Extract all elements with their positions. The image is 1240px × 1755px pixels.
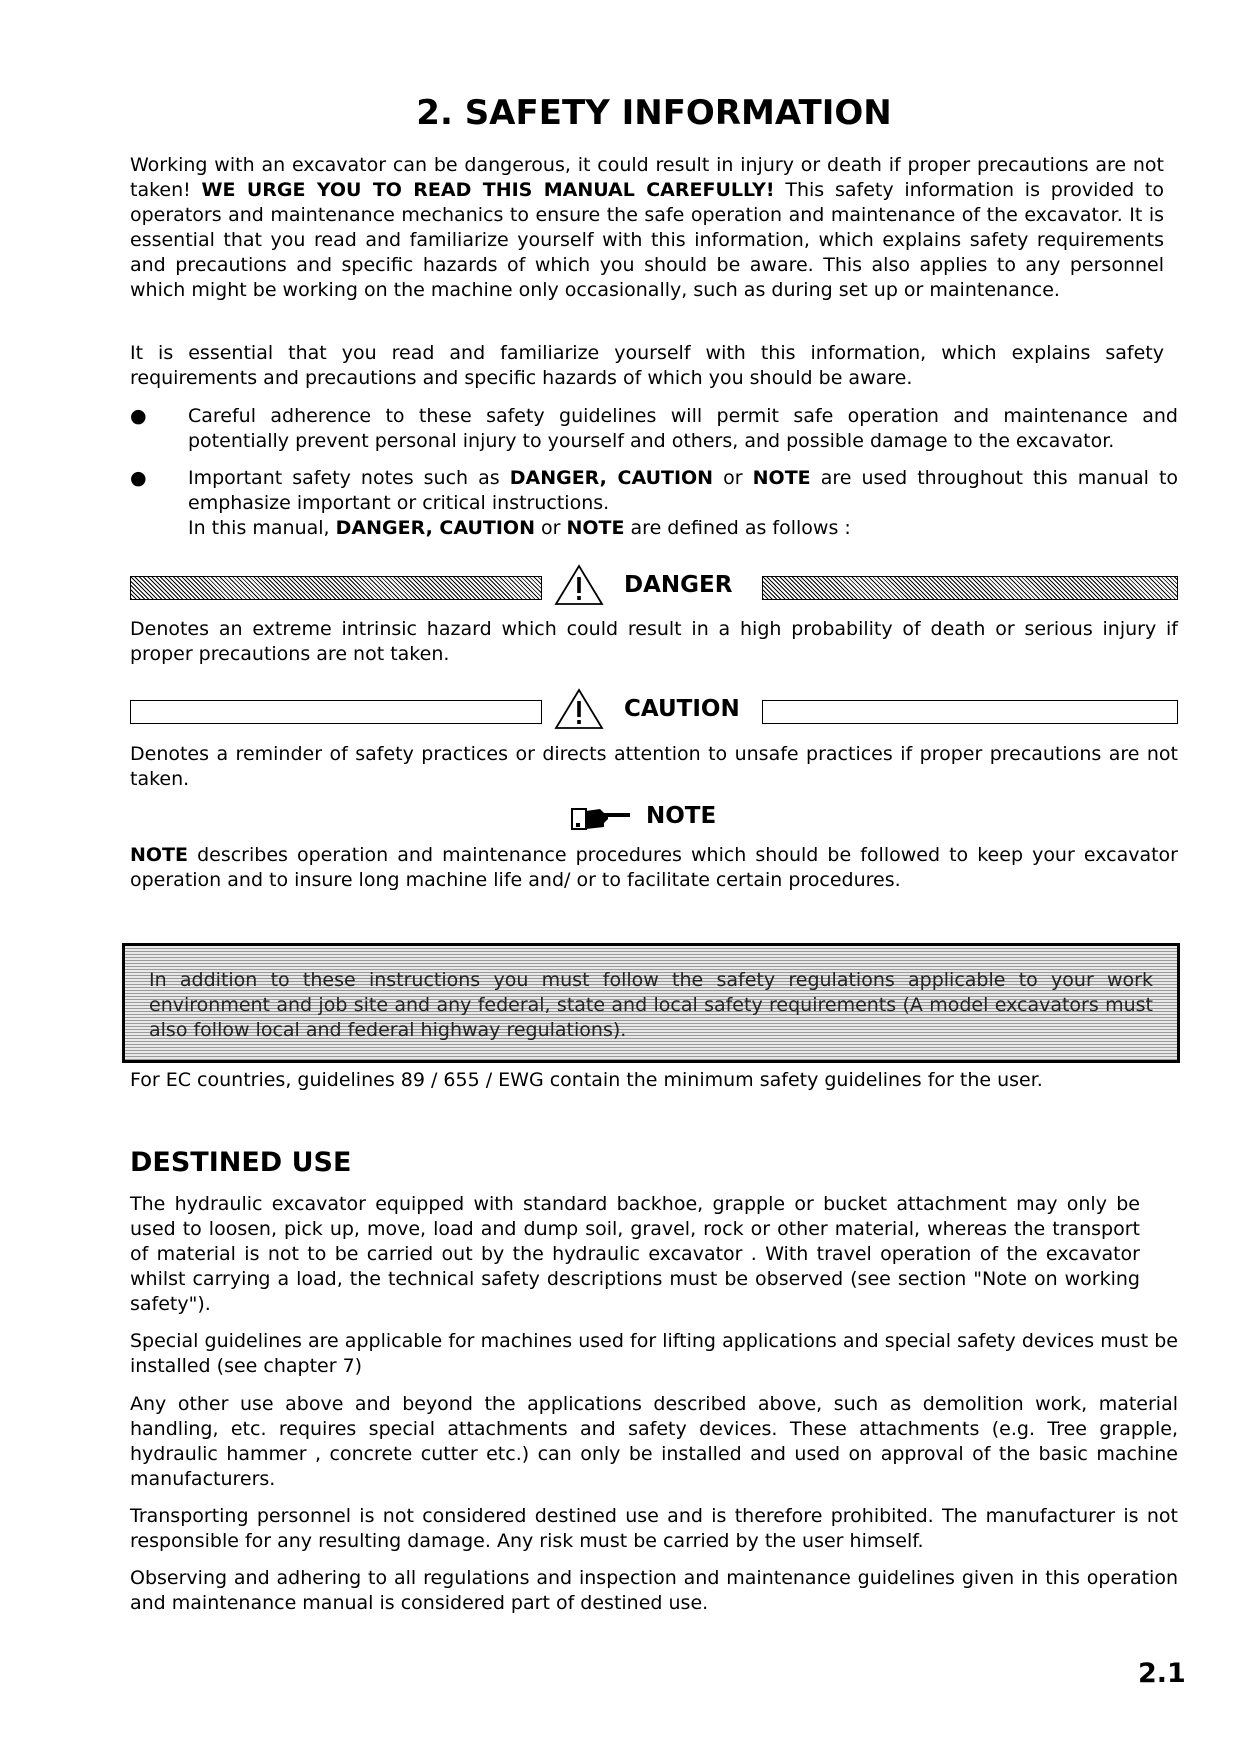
warning-triangle-icon <box>554 688 604 730</box>
bullet-text-2: Important safety notes such as DANGER, CAUTION or NOTE are used throughout this manual to emphasize important or critical instructions. <box>188 467 1179 514</box>
note-heading <box>130 801 1178 837</box>
note-description: NOTE describes operation and maintenance procedures which should be followed to keep your excavator operation and to insure long machine life and/ or to facilitate certain procedures. <box>130 844 1178 891</box>
caution-bar-left <box>130 700 542 724</box>
page-number: 2.1 <box>1138 1658 1186 1689</box>
danger-label: DANGER <box>624 572 733 598</box>
intro-text-1: Working with an excavator can be dangerous, it could result in injury or death if proper precautions are not taken! <box>130 154 1164 201</box>
bullet-dot: ● <box>130 405 147 427</box>
caution-bar-right <box>762 700 1178 724</box>
regulations-notice-text: In addition to these instructions you must follow the safety regulations applicable to your work environment and job site and any federal, state and local safety requirements (A model excavators must also follow local and federal highway regulations). <box>149 969 1153 1041</box>
destined-use-paragraph-1: The hydraulic excavator equipped with standard backhoe, grapple or bucket attachment may only be used to loosen, pick up, move, load and dump soil, gravel, rock or other material, whereas the transport of material is not to be carried out by the hydraulic excavator . With travel operation of the excavator whilst carrying a load, the technical safety descriptions must be observed (see section "Note on working safety"). <box>130 1193 1140 1315</box>
caution-banner <box>130 688 1178 728</box>
intro-text-2: This safety information is provided to operators and maintenance mechanics to ensure the safe operation and maintenance of the excavator. It is essential that you read and familiarize yourself with this information, which explains safety requirements and precautions and specific hazards of which you should be aware. This also applies to any personnel which might be working on the machine only occasionally, such as during set up or maintenance. <box>130 179 1165 301</box>
intro-emphasis: WE URGE YOU TO READ THIS MANUAL CAREFULLY! <box>201 179 775 201</box>
intro-paragraph <box>130 153 1164 303</box>
intro-paragraph-2: It is essential that you read and familiarize yourself with this information, which explains safety requirements and precautions and specific hazards of which you should be aware. <box>130 342 1164 389</box>
bullet-dot: ● <box>130 467 147 489</box>
destined-use-heading: DESTINED USE <box>130 1147 352 1178</box>
danger-hatch-bar-right <box>762 576 1178 600</box>
bullet-text-2-definition: In this manual, DANGER, CAUTION or NOTE are defined as follows : <box>188 517 851 539</box>
warning-triangle-icon <box>554 564 604 606</box>
page-title: 2. SAFETY INFORMATION <box>416 93 892 133</box>
danger-banner <box>130 564 1178 604</box>
ec-guidelines-line: For EC countries, guidelines 89 / 655 / EWG contain the minimum safety guidelines for the user. <box>130 1069 1043 1091</box>
caution-description: Denotes a reminder of safety practices or directs attention to unsafe practices if proper precautions are not taken. <box>130 743 1178 790</box>
regulations-notice-box <box>122 943 1180 1063</box>
caution-label: CAUTION <box>624 696 740 722</box>
pointing-hand-icon <box>570 803 632 833</box>
note-label: NOTE <box>646 803 717 829</box>
destined-use-paragraph-5: Observing and adhering to all regulations and inspection and maintenance guidelines given in this operation and maintenance manual is considered part of destined use. <box>130 1567 1178 1614</box>
destined-use-paragraph-2: Special guidelines are applicable for machines used for lifting applications and special safety devices must be installed (see chapter 7) <box>130 1330 1178 1377</box>
bullet-text-1: Careful adherence to these safety guidelines will permit safe operation and maintenance and potentially prevent personal injury to yourself and others, and possible damage to the excavator. <box>188 405 1178 452</box>
danger-description: Denotes an extreme intrinsic hazard which could result in a high probability of death or serious injury if proper precautions are not taken. <box>130 618 1178 665</box>
destined-use-paragraph-4: Transporting personnel is not considered destined use and is therefore prohibited. The manufacturer is not responsible for any resulting damage. Any risk must be carried by the user himself. <box>130 1505 1178 1552</box>
destined-use-paragraph-3: Any other use above and beyond the applications described above, such as demolition work, material handling, etc. requires special attachments and safety devices. These attachments (e.g. Tree grapple, hydraulic hammer , concrete cutter etc.) can only be installed and used on approval of the basic machine manufacturers. <box>130 1393 1178 1490</box>
danger-hatch-bar-left <box>130 576 542 600</box>
